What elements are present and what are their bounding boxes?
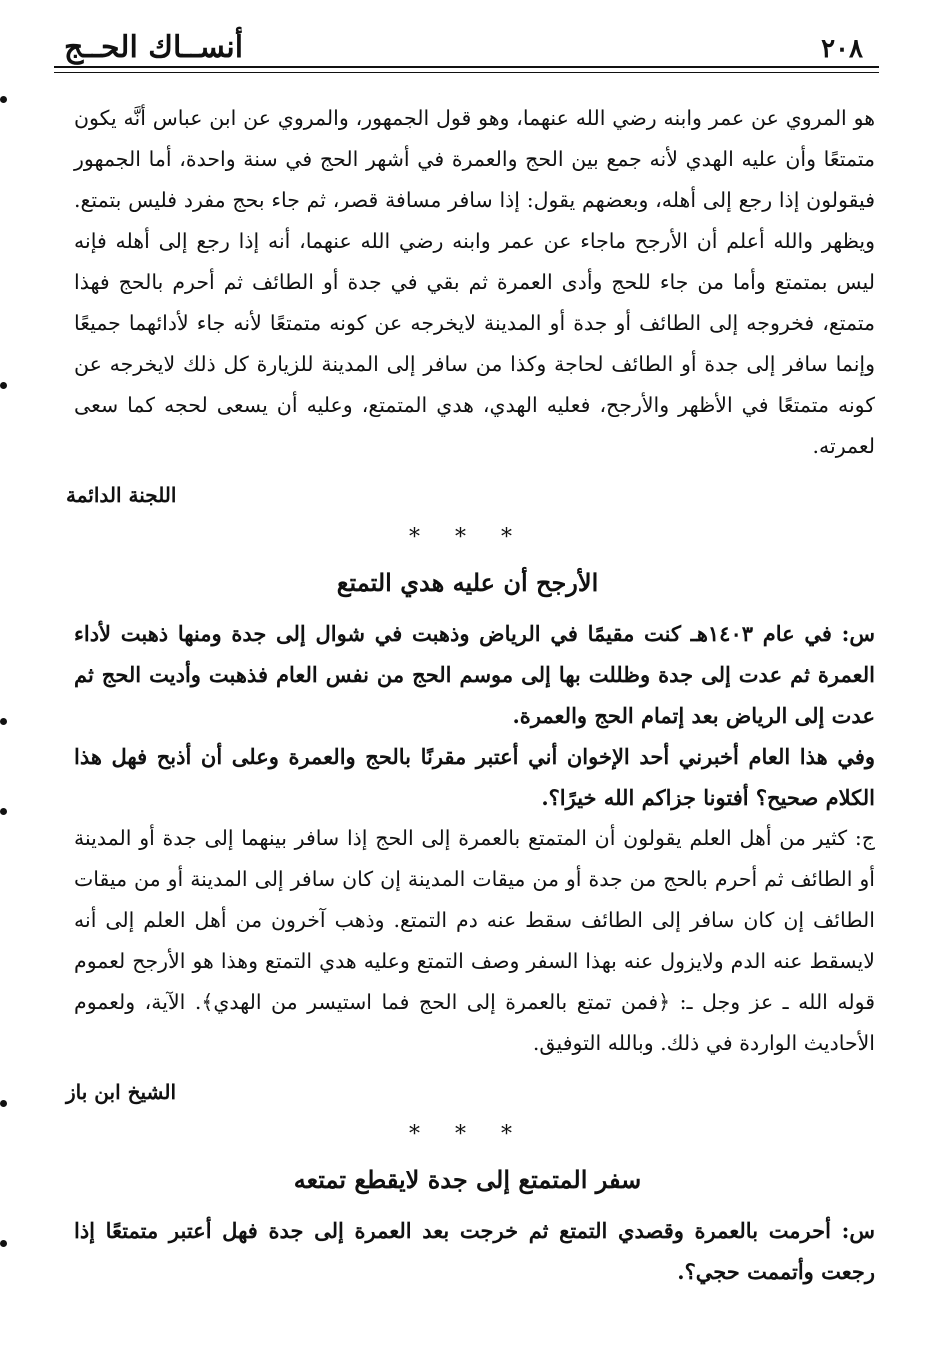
page-header [60,28,875,70]
question-paragraph: س: في عام ١٤٠٣هـ كنت مقيمًا في الرياض وذهبت في شوال إلى جدة ومنها ذهبت لأداء العمرة ثم عدت إلى جدة وظللت بها إلى موسم الحج من نفس العام فذهبت وأديت الحج ثم عدت إلى الرياض بعد إتمام الحج والعمرة. [74,621,875,728]
fatwa-continuation-paragraph: هو المروي عن عمر وابنه رضي الله عنهما، وهو قول الجمهور، والمروي عن ابن عباس أنَّه يكون متمتعًا وأن عليه الهدي لأنه جمع بين الحج والعمرة في أشهر الحج في سنة واحدة، أما الجمهور فيقولون إذا رجع إلى أهله، وبعضهم يقول: إذا سافر مسافة قصر، ثم جاء بحج مفرد فليس بتمتع. ويظهر والله أعلم أن الأرجح ماجاء عن عمر وابنه رضي الله عنهما، أنه إذا رجع إلى أهله فإنه ليس بمتمتع وأما من جاء للحج وأدى العمرة ثم بقي في جدة أو الطائف ثم أحرم بالحج فهذا متمتع، فخروجه إلى الطائف أو جدة أو المدينة لايخرجه عن كونه متمتعًا لأنه جاء لأدائهما جميعًا وإنما سافر إلى جدة أو الطائف لحاجة وكذا من سافر إلى المدينة للزيارة كل ذلك لايخرجه عن كونه متمتعًا في الأظهر والأرجح، فعليه الهدي، هدي المتمتع، وعليه أن يسعى لحجه كما سعى لعمرته. [74,106,875,458]
scan-edge-mark [0,1240,7,1247]
signature-sheikh-ibn-baz: الشيخ ابن باز [66,1080,177,1104]
question-paragraph-continued: وفي هذا العام أخبرني أحد الإخوان أني أعتبر مقرنًا بالحج والعمرة وعلى أن أذبح فهل هذا الكلام صحيح؟ أفتونا جزاكم الله خيرًا؟. [74,744,875,810]
signature-permanent-committee: اللجنة الدائمة [66,483,177,507]
scan-edge-mark [0,382,7,389]
page-body [60,98,875,1292]
scan-edge-mark [0,1100,7,1107]
section-title: الأرجح أن عليه هدي التمتع [336,568,599,597]
scan-edge-mark [0,96,7,103]
question-paragraph: س: أحرمت بالعمرة وقصدي التمتع ثم خرجت بعد العمرة إلى جدة فهل أعتبر متمتعًا إذا رجعت وأتممت حجي؟. [74,1218,875,1284]
section-separator: * * * [409,525,526,550]
section-separator: * * * [409,1122,526,1147]
header-rule-thin [54,72,879,73]
running-title: أنســاك الحــج [64,30,244,65]
page-number: ٢٠٨ [821,34,863,64]
header-rule [54,66,879,68]
scan-edge-mark [0,808,7,815]
answer-paragraph: ج: كثير من أهل العلم يقولون أن المتمتع بالعمرة إلى الحج إذا سافر بينهما إلى جدة أو المدينة أو الطائف ثم أحرم بالحج من جدة أو من ميقات المدينة إن كان سافر إلى المدينة أو من ميقات الطائف إن كان سافر إلى الطائف سقط عنه دم التمتع. وذهب آخرون من أهل العلم إلى أنه لايسقط عنه الدم ولايزول عنه بهذا السفر وصف التمتع وعليه هدي التمتع وهذا هو الأرجح لعموم قوله الله ـ عز وجل ـ: ﴿فمن تمتع بالعمرة إلى الحج فما استيسر من الهدي﴾. الآية، ولعموم الأحاديث الواردة في ذلك. وبالله التوفيق. [74,826,875,1055]
scan-edge-mark [0,718,7,725]
section-title: سفر المتمتع إلى جدة لايقطع تمتعه [293,1165,642,1194]
book-page [60,0,875,1370]
